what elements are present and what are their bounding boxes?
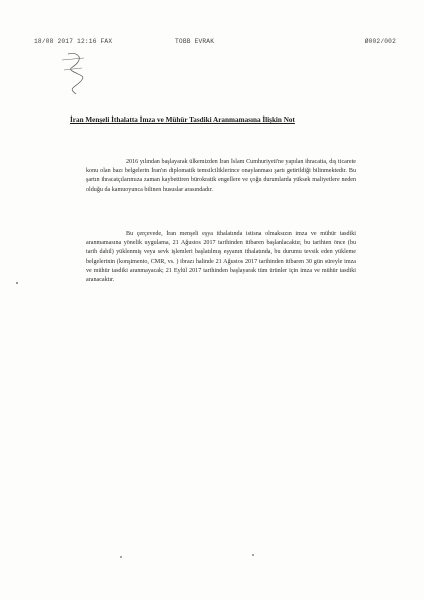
scan-speck [120, 556, 122, 558]
fax-sender: TOBB EVRAK [175, 38, 215, 45]
fax-date-time: 18/08 2017 12:16 FAX [34, 38, 113, 45]
paragraph-1: 2016 yılından başlayarak ülkemizden İran İslam Cumhuriyeti'ne yapılan ihracatta, dış ticarete konu olan bazı belgelerin İran'ın diplomatik temsilciliklerince onaylanması şartı getirildiği bilinmektedir. Bu şartın ihracatçılarımıza zaman kaybettiren bürokratik engellere ve çoğu durumlarda yüksek maliyetlere neden olduğu da kamuoyunca bilinen hususlar arasındadır. [86, 159, 356, 193]
scan-speck [252, 554, 254, 556]
fax-header [34, 38, 396, 48]
fax-page-number: Ø002/002 [364, 38, 396, 45]
scan-speck [16, 282, 18, 284]
paragraph-2: Bu çerçevede, İran menşeli eşya ithalatında istisna olmaksızın imza ve mühür tasdiki aranmamasına yönelik uygulama, 21 Ağustos 2017 tarihinden itibaren başlanlacaktır, bu tarihten önce (bu tarih dahil) yüklenmiş veya sevk işlemleri başlatılmış eşyanın ithalatında, bu durumu tevsik eden yükleme belgelerinin (konşimento, CMR, vs. ) ibrazı halinde 21 Ağustos 2017 tarihinden itibaren 30 gün süreyle imza ve mühür tasdiki aranmayacak; 21 Eylül 2017 tarihinden başlayarak tüm ürünler için imza ve mühür tasdiki aranacaktır. [86, 231, 356, 284]
document-title: İran Menşeli İthalatta İmza ve Mühür Tasdiki Aranmamasına İlişkin Not [70, 116, 295, 124]
handwritten-mark [58, 50, 92, 98]
